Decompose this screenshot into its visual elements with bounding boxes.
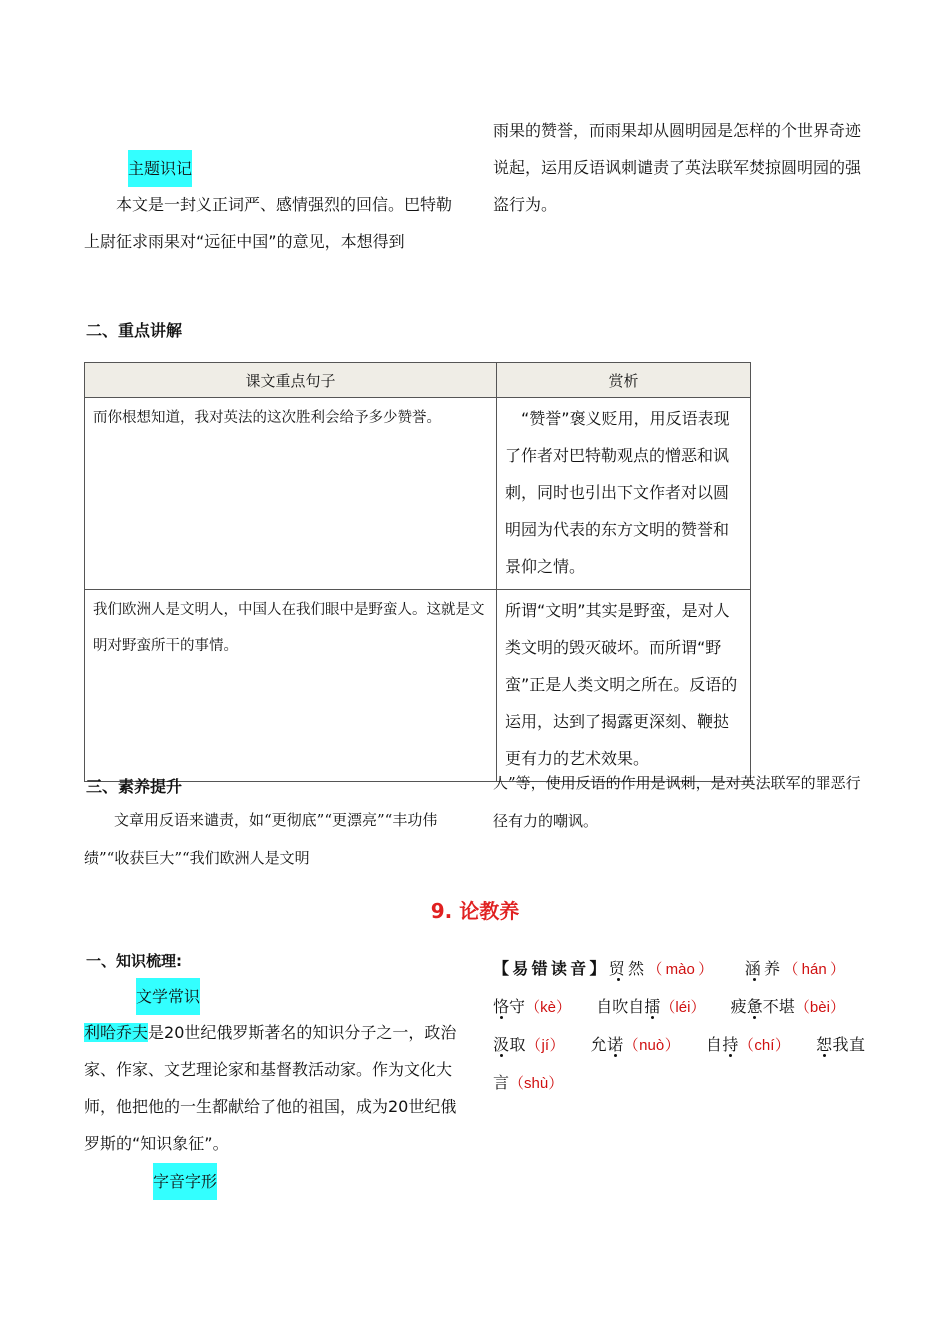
author-name: 利哈乔夫 <box>84 1023 149 1042</box>
word-suffix: 取 <box>509 1035 527 1054</box>
marked-char: 惫 <box>746 997 763 1016</box>
table-row <box>85 590 751 782</box>
pronunciation-item <box>609 959 717 978</box>
zi-heading: 字音字形 <box>153 1163 217 1200</box>
marked-char: 贸 <box>608 959 629 978</box>
word-suffix: 养 <box>764 959 784 978</box>
word-prefix: 自吹自 <box>596 997 645 1016</box>
pronunciation-item <box>493 1035 565 1054</box>
table-row <box>85 398 751 590</box>
pinyin: （chí） <box>738 1037 791 1054</box>
pronunciation-label: 【易错读音】 <box>493 959 609 978</box>
pronunciation-item <box>591 1035 681 1054</box>
pronunciation-list <box>493 950 865 1102</box>
author-description: 是20世纪俄罗斯著名的知识分子之一，政治家、作家、文艺理论家和基督教活动家。作为文化大师，他把他的一生都献给了他的祖国，成为20世纪俄罗斯的“知识象征”。 <box>84 1023 457 1153</box>
table-cell-sentence: 而你根想知道，我对英法的这次胜利会给予多少赞誉。 <box>85 398 497 590</box>
word-suffix: 不堪 <box>762 997 795 1016</box>
pinyin: （mào） <box>647 961 717 978</box>
pinyin: （nuò） <box>623 1037 681 1054</box>
marked-char: 擂 <box>644 997 661 1016</box>
table-cell-sentence: 我们欧洲人是文明人，中国人在我们眼中是野蛮人。这就是文明对野蛮所干的事情。 <box>85 590 497 782</box>
theme-paragraph-continued: 雨果的赞誉，而雨果却从圆明园是怎样的个世界奇迹说起，运用反语讽刺谴责了英法联军焚掠圆明园的强盗行为。 <box>493 121 862 214</box>
pronunciation-item <box>706 1035 791 1054</box>
theme-heading: 主题识记 <box>128 150 192 187</box>
marked-char: 恪 <box>493 997 510 1016</box>
knowledge-title: 一、知识梳理: <box>86 952 182 970</box>
word-prefix: 自 <box>705 1035 723 1054</box>
pinyin: （hán） <box>783 961 845 978</box>
word-prefix: 疲 <box>730 997 747 1016</box>
pinyin: （shù） <box>509 1075 564 1092</box>
pinyin: （bèi） <box>794 999 845 1016</box>
pinyin: （jí） <box>526 1037 566 1054</box>
word-suffix: 然 <box>628 959 648 978</box>
word-suffix: 我直言 <box>493 1035 865 1092</box>
word-prefix: 允 <box>590 1035 608 1054</box>
marked-char: 持 <box>722 1035 739 1054</box>
lesson-title: 9. 论教养 <box>430 899 520 923</box>
author-paragraph <box>84 1014 460 1162</box>
pronunciation-item <box>745 959 845 978</box>
table-cell-analysis: “赞誉”褒义贬用，用反语表现了作者对巴特勒观点的憎恶和讽刺，同时也引出下文作者对以圆明园为代表的东方文明的赞誉和景仰之情。 <box>497 398 751 590</box>
marked-char: 诺 <box>607 1035 624 1054</box>
marked-char: 涵 <box>744 959 765 978</box>
marked-char: 恕 <box>815 1035 833 1054</box>
key-sentence-table <box>84 362 751 782</box>
pronunciation-item <box>596 997 705 1016</box>
marked-char: 汲 <box>493 1035 510 1054</box>
section-title-key-explanation: 二、重点讲解 <box>86 321 183 340</box>
pronunciation-item <box>731 997 845 1016</box>
literacy-paragraph: 文章用反语来谴责，如“更彻底”“更漂亮”“丰功伟绩”“收获巨大”“我们欧洲人是文明 <box>84 811 438 867</box>
theme-paragraph: 本文是一封义正词严、感情强烈的回信。巴特勒上尉征求雨果对“远征中国”的意见，本想得到 <box>84 195 453 251</box>
table-header-analysis: 赏析 <box>497 363 751 398</box>
table-cell-analysis: 所谓“文明”其实是野蛮，是对人类文明的毁灭破坏。而所谓“野蛮”正是人类文明之所在。反语的运用，达到了揭露更深刻、鞭挞更有力的艺术效果。 <box>497 590 751 782</box>
literacy-paragraph-continued: 人”等，使用反语的作用是讽刺，是对英法联军的罪恶行径有力的嘲讽。 <box>493 774 861 830</box>
pronunciation-item <box>493 997 571 1016</box>
pinyin: （kè） <box>525 999 572 1016</box>
literature-heading: 文学常识 <box>136 978 200 1015</box>
table-header-sentence: 课文重点句子 <box>85 363 497 398</box>
word-suffix: 守 <box>509 997 526 1016</box>
pinyin: （léi） <box>660 999 706 1016</box>
section-title-literacy: 三、素养提升 <box>86 777 183 796</box>
